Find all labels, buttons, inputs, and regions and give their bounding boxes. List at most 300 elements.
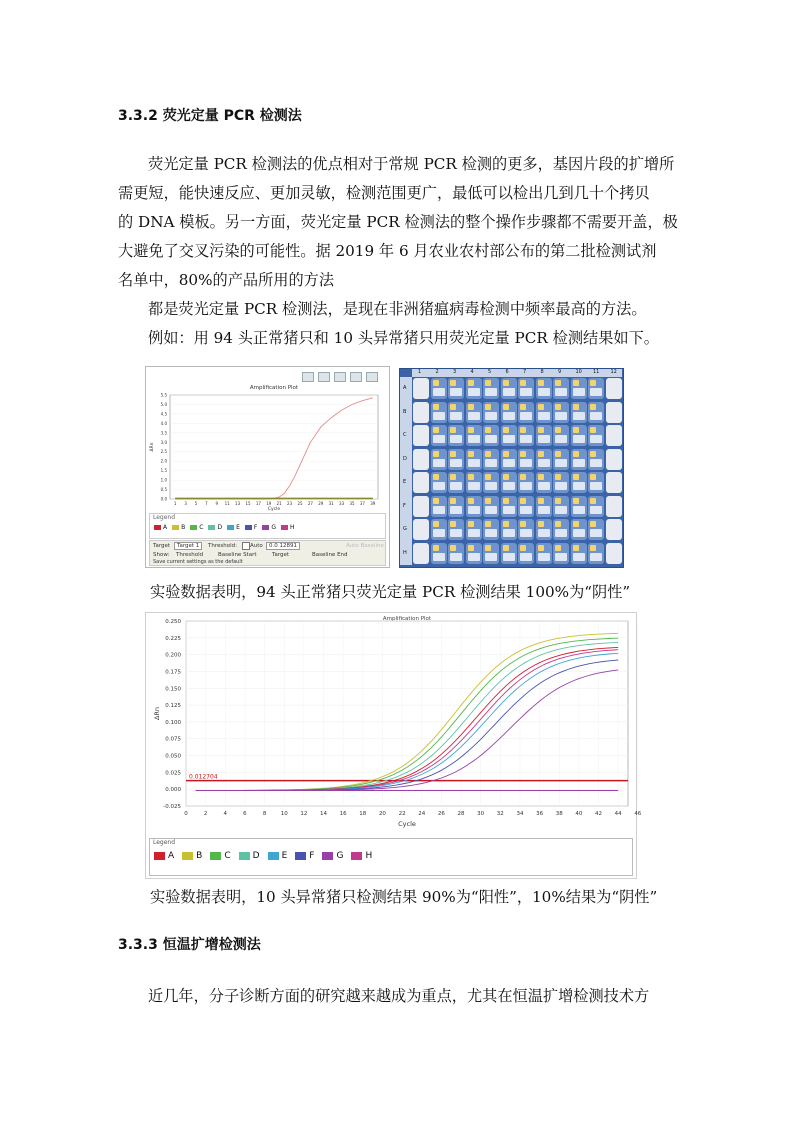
plate-well[interactable]: [571, 402, 587, 423]
plate-well[interactable]: [501, 449, 517, 470]
well-task-icon: [520, 412, 532, 420]
well-task-icon: [503, 459, 515, 467]
plate-well[interactable]: [518, 543, 534, 564]
paragraph-line: 都是荧光定量 PCR 检测法，是现在非洲猪瘟病毒检测中频率最高的方法。: [148, 300, 647, 318]
save-default-checkbox[interactable]: Save current settings as the default: [153, 559, 243, 565]
x-tick-label: 31: [328, 501, 334, 506]
well-flag-icon: [433, 451, 439, 457]
plate-column-label: 1: [418, 369, 422, 375]
well-flag-icon: [555, 404, 561, 410]
well-flag-icon: [520, 474, 526, 480]
plate-well[interactable]: [413, 543, 429, 564]
y-tick-label: 4.5: [160, 411, 167, 417]
plate-row-label: C: [403, 432, 407, 438]
legend-label: H: [289, 524, 295, 531]
well-flag-icon: [503, 427, 509, 433]
well-task-icon: [485, 388, 497, 396]
well-flag-icon: [503, 451, 509, 457]
x-tick-label: 8: [262, 811, 267, 817]
well-flag-icon: [538, 404, 544, 410]
x-tick-label: 3: [184, 501, 187, 506]
plate-well[interactable]: [483, 449, 499, 470]
figure2-legend: [149, 838, 633, 876]
legend-item: [172, 524, 185, 531]
plate-well[interactable]: [431, 519, 447, 540]
plate-well[interactable]: [483, 472, 499, 493]
well-task-icon: [450, 435, 462, 443]
plate-well[interactable]: [431, 425, 447, 446]
plate-well[interactable]: [553, 496, 569, 517]
legend-label: C: [224, 851, 231, 861]
section-heading-qpcr: 3.3.2 荧光定量 PCR 检测法: [118, 108, 302, 124]
plate-well[interactable]: [413, 519, 429, 540]
plate-well[interactable]: [588, 543, 604, 564]
auto-threshold-checkbox[interactable]: [242, 542, 250, 550]
y-tick-label: 0.025: [165, 770, 181, 777]
well-flag-icon: [538, 521, 544, 527]
plate-well[interactable]: [413, 402, 429, 423]
plate-well[interactable]: [448, 472, 464, 493]
figure1-plate-view: [399, 368, 624, 568]
well-flag-icon: [520, 521, 526, 527]
well-flag-icon: [450, 380, 456, 386]
paragraph-line: 荧光定量 PCR 检测法的优点相对于常规 PCR 检测的更多，基因片段的扩增所: [148, 155, 675, 173]
plate-well[interactable]: [466, 449, 482, 470]
plate-well[interactable]: [606, 449, 622, 470]
x-tick-label: 11: [224, 501, 230, 506]
well-flag-icon: [520, 451, 526, 457]
well-task-icon: [520, 529, 532, 537]
well-flag-icon: [503, 521, 509, 527]
x-tick-label: 27: [307, 501, 313, 506]
plate-well[interactable]: [466, 472, 482, 493]
plate-well[interactable]: [536, 449, 552, 470]
plate-well[interactable]: [518, 449, 534, 470]
plate-well[interactable]: [448, 425, 464, 446]
x-tick-label: 34: [516, 811, 524, 817]
plate-well[interactable]: [588, 519, 604, 540]
x-tick-label: 19: [266, 501, 272, 506]
series-line: [196, 660, 618, 791]
plate-well[interactable]: [466, 496, 482, 517]
plate-well[interactable]: [431, 543, 447, 564]
plate-well[interactable]: [413, 472, 429, 493]
legend-item: [182, 851, 202, 861]
well-task-icon: [573, 412, 585, 420]
plate-well[interactable]: [536, 519, 552, 540]
well-task-icon: [450, 553, 462, 561]
plate-column-label: 7: [523, 369, 527, 375]
well-flag-icon: [450, 451, 456, 457]
target-select[interactable]: Target 1: [174, 542, 202, 550]
well-flag-icon: [468, 380, 474, 386]
well-task-icon: [503, 435, 515, 443]
well-flag-icon: [450, 404, 456, 410]
plate-well[interactable]: [518, 472, 534, 493]
well-task-icon: [590, 506, 602, 514]
legend-label: B: [196, 851, 203, 861]
paragraph-line: 大避免了交叉污染的可能性。据 2019 年 6 月农业农村部公布的第二批检测试剂: [118, 242, 657, 260]
series-line: [196, 647, 618, 790]
legend-item: [210, 851, 230, 861]
legend-label: E: [236, 524, 240, 531]
x-tick-label: 22: [398, 811, 406, 817]
paragraph-line: 名单中，80%的产品所用的方法: [118, 271, 335, 289]
plate-well[interactable]: [588, 402, 604, 423]
plate-well[interactable]: [483, 519, 499, 540]
y-tick-label: 2.0: [160, 458, 167, 464]
plate-well[interactable]: [483, 543, 499, 564]
plate-well[interactable]: [553, 378, 569, 399]
well-task-icon: [503, 529, 515, 537]
plate-well[interactable]: [431, 449, 447, 470]
y-tick-label: 5.5: [160, 392, 167, 398]
well-task-icon: [520, 459, 532, 467]
y-tick-label: 1.0: [160, 477, 167, 483]
plate-well[interactable]: [483, 496, 499, 517]
legend-item: [281, 524, 295, 531]
plate-well[interactable]: [536, 378, 552, 399]
well-flag-icon: [538, 474, 544, 480]
plate-well[interactable]: [413, 449, 429, 470]
plate-well[interactable]: [501, 378, 517, 399]
plate-well[interactable]: [501, 402, 517, 423]
well-flag-icon: [573, 498, 579, 504]
well-flag-icon: [485, 498, 491, 504]
well-task-icon: [468, 388, 480, 396]
plate-well[interactable]: [606, 519, 622, 540]
legend-swatch: [227, 525, 234, 530]
well-task-icon: [503, 388, 515, 396]
well-flag-icon: [503, 404, 509, 410]
well-task-icon: [468, 459, 480, 467]
plate-well[interactable]: [588, 425, 604, 446]
legend-label: H: [365, 851, 373, 861]
plate-well[interactable]: [553, 425, 569, 446]
plate-well[interactable]: [448, 519, 464, 540]
x-tick-label: 46: [634, 811, 642, 817]
well-flag-icon: [468, 545, 474, 551]
y-axis-label: ΔRn: [150, 442, 155, 452]
chart-title: Amplification Plot: [382, 616, 432, 622]
plate-well[interactable]: [431, 378, 447, 399]
plate-well[interactable]: [536, 543, 552, 564]
plate-well[interactable]: [501, 543, 517, 564]
well-task-icon: [485, 529, 497, 537]
well-flag-icon: [555, 427, 561, 433]
plate-well[interactable]: [483, 402, 499, 423]
y-tick-label: 0.150: [165, 686, 181, 693]
well-flag-icon: [590, 521, 596, 527]
legend-label: F: [309, 851, 315, 861]
plate-well[interactable]: [606, 402, 622, 423]
well-task-icon: [555, 459, 567, 467]
well-flag-icon: [433, 404, 439, 410]
well-flag-icon: [590, 451, 596, 457]
plate-row-header: [400, 377, 412, 565]
well-task-icon: [590, 529, 602, 537]
plate-well[interactable]: [588, 472, 604, 493]
well-task-icon: [485, 459, 497, 467]
plate-well[interactable]: [431, 496, 447, 517]
well-task-icon: [573, 482, 585, 490]
plate-well[interactable]: [448, 449, 464, 470]
well-flag-icon: [468, 521, 474, 527]
well-task-icon: [555, 529, 567, 537]
well-task-icon: [555, 388, 567, 396]
x-axis-label: Cycle: [398, 820, 416, 828]
plate-well[interactable]: [501, 496, 517, 517]
x-tick-label: 29: [318, 501, 324, 506]
plate-well[interactable]: [571, 496, 587, 517]
x-tick-label: 17: [255, 501, 261, 506]
x-tick-label: 32: [496, 811, 504, 817]
plate-well[interactable]: [606, 496, 622, 517]
well-flag-icon: [590, 498, 596, 504]
plate-well[interactable]: [448, 402, 464, 423]
well-flag-icon: [520, 380, 526, 386]
well-flag-icon: [538, 451, 544, 457]
plate-well[interactable]: [518, 425, 534, 446]
plate-well[interactable]: [413, 378, 429, 399]
plate-well[interactable]: [571, 472, 587, 493]
well-task-icon: [590, 553, 602, 561]
plate-well[interactable]: [536, 402, 552, 423]
plate-well[interactable]: [606, 378, 622, 399]
plate-well[interactable]: [606, 472, 622, 493]
well-flag-icon: [573, 545, 579, 551]
plate-well[interactable]: [571, 425, 587, 446]
plate-well[interactable]: [466, 543, 482, 564]
plate-well[interactable]: [518, 496, 534, 517]
well-task-icon: [503, 482, 515, 490]
x-tick-label: 10: [280, 811, 288, 817]
legend-swatch: [190, 525, 197, 530]
legend-swatch: [322, 852, 333, 860]
figure1-chart: [146, 381, 389, 511]
well-flag-icon: [573, 474, 579, 480]
plate-well[interactable]: [606, 425, 622, 446]
show-target-option[interactable]: Target: [272, 552, 290, 558]
plate-well[interactable]: [518, 402, 534, 423]
plate-well[interactable]: [553, 402, 569, 423]
well-flag-icon: [555, 474, 561, 480]
plate-row-label: E: [403, 479, 407, 485]
well-task-icon: [538, 435, 550, 443]
well-task-icon: [520, 482, 532, 490]
well-flag-icon: [590, 427, 596, 433]
legend-label: A: [163, 524, 168, 531]
x-tick-label: 40: [575, 811, 583, 817]
plate-well[interactable]: [536, 472, 552, 493]
legend-swatch: [154, 852, 165, 860]
plate-well[interactable]: [466, 378, 482, 399]
legend-item: [322, 851, 343, 861]
plate-well[interactable]: [553, 519, 569, 540]
plate-well[interactable]: [571, 378, 587, 399]
well-task-icon: [590, 388, 602, 396]
well-task-icon: [520, 435, 532, 443]
well-flag-icon: [433, 427, 439, 433]
well-task-icon: [468, 482, 480, 490]
legend-label: G: [271, 524, 276, 531]
plate-column-label: 4: [470, 369, 474, 375]
figure1-legend: [149, 513, 386, 539]
target-label: Target: [153, 543, 171, 549]
well-flag-icon: [503, 498, 509, 504]
plate-well[interactable]: [413, 425, 429, 446]
well-task-icon: [485, 482, 497, 490]
well-task-icon: [573, 435, 585, 443]
legend-swatch: [172, 525, 179, 530]
legend-swatch: [239, 852, 250, 860]
legend-item: [227, 524, 240, 531]
well-flag-icon: [433, 474, 439, 480]
plate-column-label: 5: [488, 369, 492, 375]
y-tick-label: 0.000: [165, 787, 181, 794]
well-flag-icon: [485, 380, 491, 386]
x-tick-label: 9: [215, 501, 219, 506]
series-line: [196, 638, 618, 790]
x-tick-label: 42: [595, 811, 603, 817]
well-flag-icon: [450, 427, 456, 433]
y-axis-label: ΔRn: [153, 706, 161, 721]
series-line: [175, 398, 373, 499]
plate-well[interactable]: [571, 449, 587, 470]
legend-swatch: [281, 525, 288, 530]
well-task-icon: [538, 412, 550, 420]
x-tick-label: 26: [437, 811, 445, 817]
x-tick-label: 24: [418, 811, 426, 817]
y-tick-label: 0.250: [165, 619, 181, 625]
plate-well[interactable]: [501, 472, 517, 493]
plate-well[interactable]: [501, 519, 517, 540]
legend-swatch: [154, 525, 161, 530]
plate-row-label: A: [403, 385, 407, 391]
x-tick-label: 18: [359, 811, 367, 817]
well-flag-icon: [538, 545, 544, 551]
well-task-icon: [555, 482, 567, 490]
figure1-settings-bar: [149, 540, 386, 566]
plate-well[interactable]: [466, 519, 482, 540]
legend-item: [190, 524, 203, 531]
plate-well[interactable]: [606, 543, 622, 564]
plate-well[interactable]: [501, 425, 517, 446]
plate-well[interactable]: [588, 496, 604, 517]
well-flag-icon: [485, 474, 491, 480]
x-tick-label: 15: [245, 501, 251, 506]
well-flag-icon: [555, 498, 561, 504]
plate-well[interactable]: [448, 543, 464, 564]
caption-figure2: 实验数据表明，10 头异常猪只检测结果 90%为“阳性”，10%结果为“阴性”: [150, 888, 658, 906]
show-threshold-option[interactable]: Threshold: [176, 552, 204, 558]
well-flag-icon: [555, 451, 561, 457]
well-flag-icon: [520, 545, 526, 551]
well-task-icon: [538, 459, 550, 467]
well-task-icon: [433, 482, 445, 490]
plate-row-label: F: [403, 502, 406, 509]
x-tick-label: 14: [320, 811, 328, 817]
plate-well[interactable]: [536, 425, 552, 446]
plate-well[interactable]: [571, 519, 587, 540]
plate-well[interactable]: [588, 449, 604, 470]
plate-well[interactable]: [483, 425, 499, 446]
plate-well[interactable]: [483, 378, 499, 399]
well-task-icon: [450, 529, 462, 537]
paragraph-line: 的 DNA 模板。另一方面，荧光定量 PCR 检测法的整个操作步骤都不需要开盖，极: [118, 213, 678, 231]
plate-well[interactable]: [448, 378, 464, 399]
threshold-input[interactable]: 0.0 12891: [266, 542, 300, 550]
y-tick-label: 3.5: [160, 430, 167, 436]
well-task-icon: [450, 388, 462, 396]
well-task-icon: [538, 388, 550, 396]
plate-well[interactable]: [466, 402, 482, 423]
plate-row-label: B: [403, 408, 407, 415]
well-task-icon: [590, 459, 602, 467]
plate-well[interactable]: [588, 378, 604, 399]
plate-well[interactable]: [553, 472, 569, 493]
legend-item: [295, 851, 314, 861]
auto-baseline-checkbox[interactable]: Auto Baseline: [346, 543, 384, 549]
well-flag-icon: [538, 380, 544, 386]
x-tick-label: 7: [205, 501, 208, 506]
y-tick-label: 0.175: [165, 669, 181, 676]
well-flag-icon: [450, 521, 456, 527]
auto-label: Auto: [250, 543, 263, 549]
show-baseline-end-option[interactable]: Baseline End: [312, 552, 348, 558]
well-flag-icon: [590, 380, 596, 386]
well-flag-icon: [503, 474, 509, 480]
plate-row-label: D: [403, 455, 407, 462]
plate-well[interactable]: [518, 519, 534, 540]
plate-column-label: 9: [558, 369, 562, 375]
plate-well[interactable]: [431, 472, 447, 493]
plate-well[interactable]: [448, 496, 464, 517]
y-tick-label: 0.5: [160, 487, 167, 493]
well-task-icon: [538, 529, 550, 537]
well-flag-icon: [450, 498, 456, 504]
paragraph-qpcr: [118, 150, 678, 353]
plate-column-label: 11: [593, 369, 600, 375]
plate-well[interactable]: [571, 543, 587, 564]
well-flag-icon: [485, 451, 491, 457]
legend-item: [351, 851, 372, 861]
x-tick-label: 38: [555, 811, 563, 817]
plate-well[interactable]: [518, 378, 534, 399]
plate-well[interactable]: [431, 402, 447, 423]
y-tick-label: 3.0: [160, 439, 167, 445]
well-task-icon: [573, 553, 585, 561]
plate-well[interactable]: [553, 543, 569, 564]
well-task-icon: [433, 435, 445, 443]
well-flag-icon: [520, 427, 526, 433]
well-task-icon: [573, 506, 585, 514]
plate-well[interactable]: [466, 425, 482, 446]
well-task-icon: [538, 506, 550, 514]
plate-well[interactable]: [553, 449, 569, 470]
show-baseline-start-option[interactable]: Baseline Start: [218, 552, 257, 558]
plate-column-label: 10: [575, 369, 582, 375]
plate-grid: [412, 377, 622, 565]
plate-well[interactable]: [536, 496, 552, 517]
y-tick-label: 0.125: [165, 703, 181, 710]
plate-well[interactable]: [413, 496, 429, 517]
legend-label: D: [252, 851, 260, 861]
legend-title: Legend: [153, 839, 176, 846]
legend-label: E: [281, 851, 288, 861]
y-tick-label: 0.200: [165, 652, 181, 659]
well-flag-icon: [485, 404, 491, 410]
